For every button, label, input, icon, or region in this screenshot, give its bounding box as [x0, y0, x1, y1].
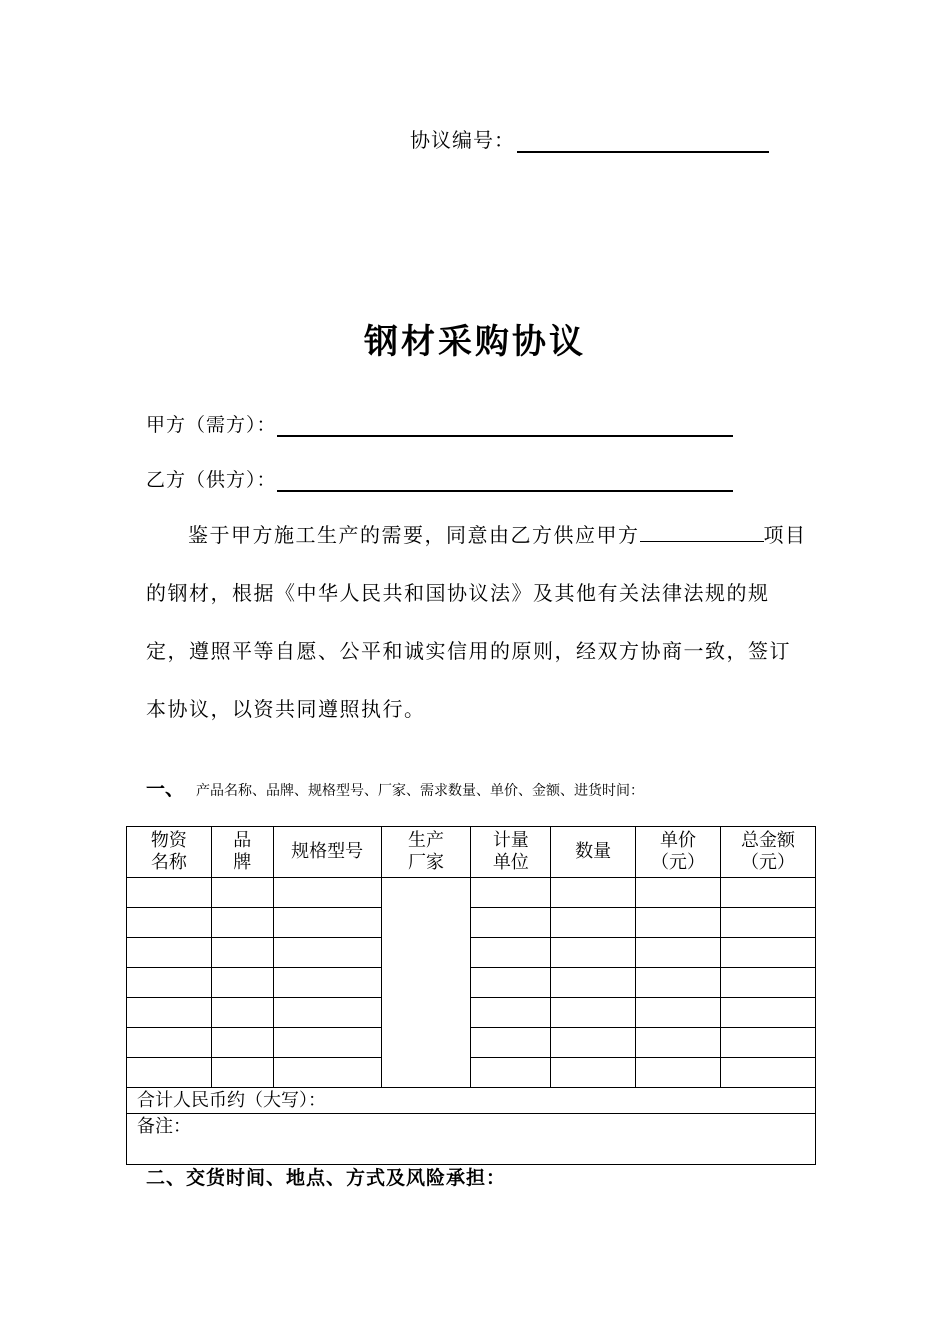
- remarks-label: 备注：: [137, 1116, 191, 1137]
- table-cell[interactable]: [127, 938, 212, 968]
- table-cell[interactable]: [273, 938, 381, 968]
- header-material-name: 物资 名称: [127, 827, 212, 878]
- agreement-number-label: 协议编号：: [410, 128, 515, 152]
- table-cell[interactable]: [273, 878, 381, 908]
- table-cell[interactable]: [127, 1058, 212, 1088]
- table-cell[interactable]: [551, 938, 636, 968]
- table-cell[interactable]: [636, 1058, 721, 1088]
- table-cell[interactable]: [471, 968, 551, 998]
- section-2-heading: 二、交货时间、地点、方式及风险承担：: [146, 1167, 507, 1189]
- party-b-line: [146, 465, 733, 492]
- table-cell[interactable]: [273, 1058, 381, 1088]
- table-cell[interactable]: [273, 1028, 381, 1058]
- manufacturer-merged-cell[interactable]: [381, 878, 471, 1088]
- table-cell[interactable]: [636, 878, 721, 908]
- goods-table: [126, 826, 816, 1165]
- table-row: [127, 938, 816, 968]
- intro-paragraph: [146, 506, 810, 738]
- table-cell[interactable]: [721, 968, 816, 998]
- party-a-line: [146, 410, 733, 437]
- table-cell[interactable]: [551, 1058, 636, 1088]
- header-spec-model: 规格型号: [273, 827, 381, 878]
- party-a-blank[interactable]: [277, 413, 733, 437]
- section-1-text: 产品名称、品牌、规格型号、厂家、需求数量、单价、金额、进货时间：: [196, 783, 645, 799]
- table-cell[interactable]: [636, 968, 721, 998]
- total-row: [127, 1088, 816, 1114]
- party-a-label: 甲方（需方）：: [146, 414, 277, 436]
- table-cell[interactable]: [211, 878, 273, 908]
- table-cell[interactable]: [127, 878, 212, 908]
- table-cell[interactable]: [211, 998, 273, 1028]
- table-cell[interactable]: [471, 998, 551, 1028]
- table-row: [127, 878, 816, 908]
- agreement-number-line: [410, 124, 769, 153]
- header-quantity: 数量: [551, 827, 636, 878]
- table-cell[interactable]: [636, 908, 721, 938]
- table-cell[interactable]: [127, 1028, 212, 1058]
- table-cell[interactable]: [551, 968, 636, 998]
- table-header-row: [127, 827, 816, 878]
- table-cell[interactable]: [551, 878, 636, 908]
- remarks-row: [127, 1114, 816, 1165]
- total-amount-label: 合计人民币约（大写）：: [137, 1089, 326, 1111]
- table-cell[interactable]: [211, 938, 273, 968]
- table-cell[interactable]: [471, 1028, 551, 1058]
- table-row: [127, 908, 816, 938]
- header-unit: 计量 单位: [471, 827, 551, 878]
- table-cell[interactable]: [721, 1058, 816, 1088]
- table-cell[interactable]: [273, 998, 381, 1028]
- table-row: [127, 968, 816, 998]
- remarks-cell[interactable]: [127, 1114, 816, 1165]
- table-cell[interactable]: [721, 1028, 816, 1058]
- table-cell[interactable]: [721, 908, 816, 938]
- project-name-blank[interactable]: [640, 521, 764, 542]
- table-cell[interactable]: [471, 1058, 551, 1088]
- table-cell[interactable]: [471, 878, 551, 908]
- table-cell[interactable]: [471, 908, 551, 938]
- table-cell[interactable]: [636, 938, 721, 968]
- table-cell[interactable]: [636, 998, 721, 1028]
- table-cell[interactable]: [273, 908, 381, 938]
- table-cell[interactable]: [211, 1058, 273, 1088]
- table-cell[interactable]: [551, 1028, 636, 1058]
- table-cell[interactable]: [127, 968, 212, 998]
- table-cell[interactable]: [127, 998, 212, 1028]
- table-cell[interactable]: [721, 998, 816, 1028]
- intro-text-part1: 鉴于甲方施工生产的需要，同意由乙方供应甲方: [188, 523, 640, 547]
- table-cell[interactable]: [127, 908, 212, 938]
- table-cell[interactable]: [471, 938, 551, 968]
- section-1-heading: [146, 774, 644, 801]
- header-total-amount: 总金额 （元）: [721, 827, 816, 878]
- table-cell[interactable]: [636, 1028, 721, 1058]
- document-title: 钢材采购协议: [364, 322, 586, 362]
- total-amount-cell[interactable]: [127, 1088, 816, 1114]
- party-b-label: 乙方（供方）：: [146, 469, 277, 491]
- table-cell[interactable]: [273, 968, 381, 998]
- table-row: [127, 1058, 816, 1088]
- header-manufacturer: 生产 厂家: [381, 827, 471, 878]
- table-cell[interactable]: [211, 968, 273, 998]
- table-cell[interactable]: [211, 1028, 273, 1058]
- table-cell[interactable]: [721, 938, 816, 968]
- table-cell[interactable]: [551, 998, 636, 1028]
- table-cell[interactable]: [721, 878, 816, 908]
- agreement-number-blank[interactable]: [517, 127, 769, 153]
- section-1-number: 一、: [146, 778, 185, 800]
- table-row: [127, 1028, 816, 1058]
- party-b-blank[interactable]: [277, 468, 733, 492]
- intro-text-part2: 项目的钢材，根据《中华人民共和国协议法》及其他有关法律法规的规定，遵照平等自愿、公平和诚实信用的原则，经双方协商一致，签订本协议，以资共同遵照执行。: [146, 523, 807, 721]
- table-cell[interactable]: [551, 908, 636, 938]
- table-row: [127, 998, 816, 1028]
- header-brand: 品 牌: [211, 827, 273, 878]
- table-cell[interactable]: [211, 908, 273, 938]
- header-unit-price: 单价 （元）: [636, 827, 721, 878]
